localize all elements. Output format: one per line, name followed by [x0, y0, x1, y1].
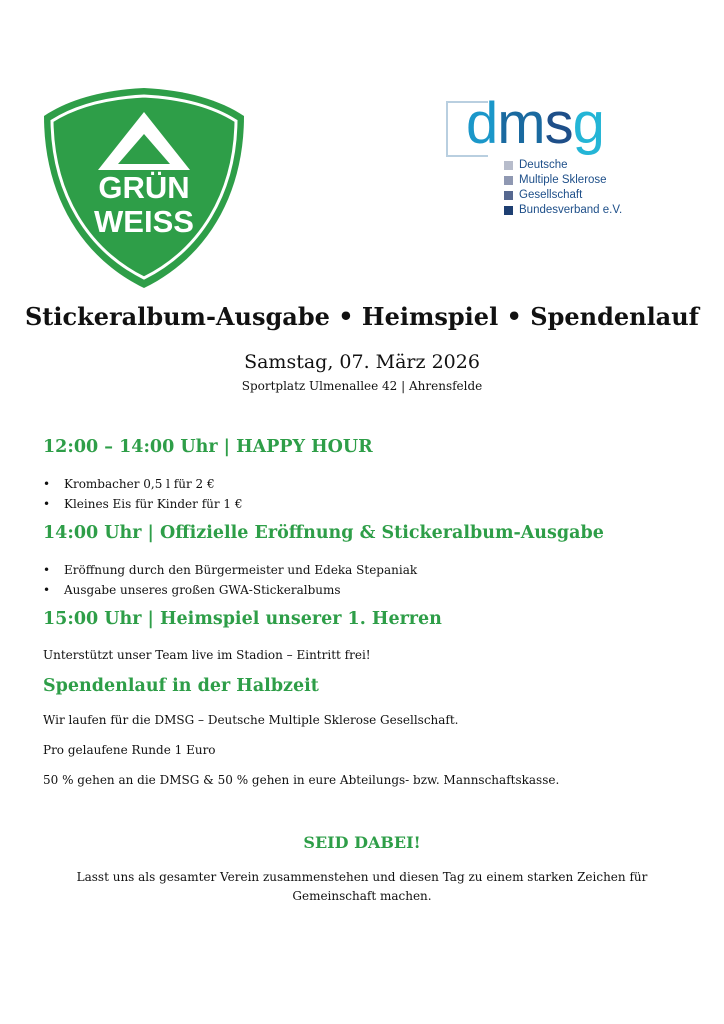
gruen-weiss-shield-icon	[42, 86, 246, 290]
logo-line-2: WEISS	[94, 204, 194, 239]
opening-list	[43, 560, 417, 600]
charity-run-text-3: 50 % gehen an die DMSG & 50 % gehen in eure Abteilungs- bzw. Mannschaftskasse.	[43, 773, 560, 787]
square-icon	[504, 161, 513, 170]
charity-run-text-1: Wir laufen für die DMSG – Deutsche Multiple Sklerose Gesellschaft.	[43, 713, 459, 727]
dmsg-line: Multiple Sklerose	[504, 173, 622, 188]
gruen-weiss-logo	[42, 86, 246, 290]
dmsg-letter-s: s	[544, 91, 573, 156]
dmsg-line: Deutsche	[504, 158, 622, 173]
dmsg-line: Gesellschaft	[504, 188, 622, 203]
list-item: • Krombacher 0,5 l für 2 €	[43, 474, 243, 494]
page-title: Stickeralbum-Ausgabe • Heimspiel • Spendenlauf	[24, 302, 700, 331]
section-heading-happy-hour: 12:00 – 14:00 Uhr | HAPPY HOUR	[43, 437, 373, 457]
square-icon	[504, 206, 513, 215]
square-icon	[504, 176, 513, 185]
dmsg-letter-m: m	[497, 91, 545, 156]
list-item: • Eröffnung durch den Bürgermeister und Edeka Stepaniak	[43, 560, 417, 580]
dmsg-letter-d: d	[466, 91, 498, 156]
list-item: • Ausgabe unseres großen GWA-Stickeralbums	[43, 580, 417, 600]
section-heading-charity-run: Spendenlauf in der Halbzeit	[43, 676, 319, 696]
event-date: Samstag, 07. März 2026	[244, 351, 480, 373]
dmsg-logo	[446, 91, 632, 218]
call-to-action: SEID DABEI!	[303, 833, 421, 852]
section-heading-home-game: 15:00 Uhr | Heimspiel unserer 1. Herren	[43, 609, 442, 629]
dmsg-letter-g: g	[572, 91, 604, 156]
list-item: • Kleines Eis für Kinder für 1 €	[43, 494, 243, 514]
logo-line-1: GRÜN	[98, 170, 190, 205]
closing-text: Lasst uns als gesamter Verein zusammenstehen und diesen Tag zu einem starken Zeichen für Gemeinschaft machen.	[76, 870, 648, 903]
section-heading-opening: 14:00 Uhr | Offizielle Eröffnung & Stickeralbum-Ausgabe	[43, 523, 604, 543]
dmsg-wordmark	[466, 92, 604, 156]
happy-hour-list	[43, 474, 243, 514]
charity-run-text-2: Pro gelaufene Runde 1 Euro	[43, 743, 216, 757]
dmsg-subtitle-list	[504, 158, 622, 218]
event-venue: Sportplatz Ulmenallee 42 | Ahrensfelde	[241, 379, 483, 393]
square-icon	[504, 191, 513, 200]
dmsg-line: Bundesverband e.V.	[504, 203, 622, 218]
home-game-text: Unterstützt unser Team live im Stadion – Eintritt frei!	[43, 648, 371, 662]
